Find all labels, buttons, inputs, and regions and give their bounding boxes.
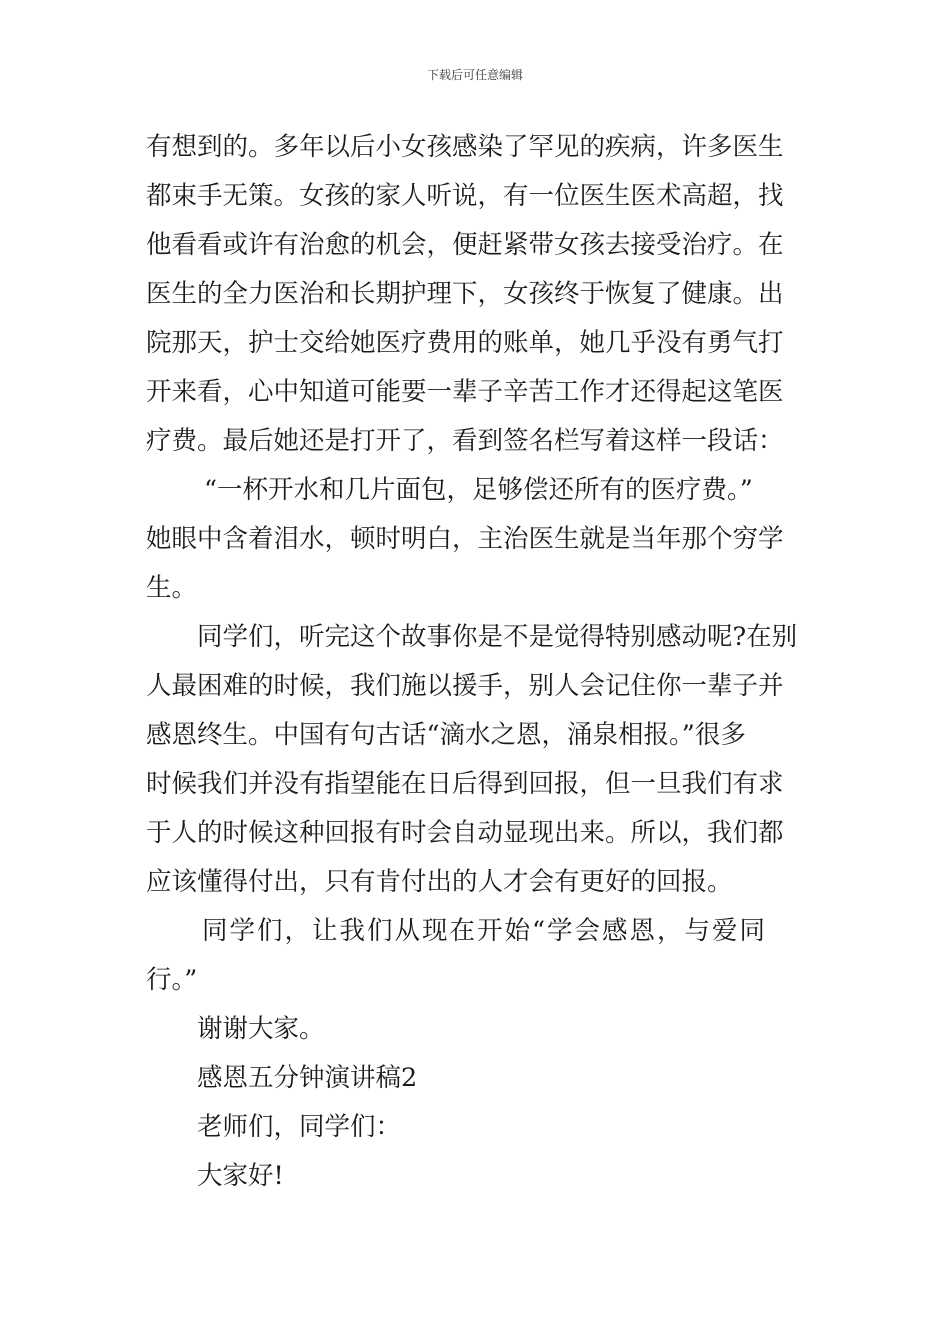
text-line: 开来看，心中知道可能要一辈子辛苦工作才还得起这笔医 [146, 377, 784, 407]
text-line: 行。” [146, 965, 198, 995]
text-line: 疗费。最后她还是打开了，看到签名栏写着这样一段话： [146, 426, 784, 456]
paragraph-story-continuation [146, 123, 808, 466]
text-line: 有想到的。多年以后小女孩感染了罕见的疾病，许多医生 [146, 132, 784, 162]
paragraph-reflection [146, 613, 808, 907]
page-header-note: 下载后可任意编辑 [426, 68, 523, 82]
paragraph-quote [146, 466, 808, 613]
text-line: 医生的全力医治和长期护理下，女孩终于恢复了健康。出 [146, 279, 784, 309]
text-line: 应该懂得付出，只有肯付出的人才会有更好的回报。 [146, 867, 733, 897]
text-line: 于人的时候这种回报有时会自动显现出来。所以，我们都 [146, 818, 784, 848]
paragraph-greeting [146, 1152, 808, 1201]
text-line: 时候我们并没有指望能在日后得到回报，但一旦我们有求 [146, 769, 784, 799]
paragraph-next-title [146, 1054, 808, 1103]
text-line: 同学们，让我们从现在开始“学会感恩，与爱同 [202, 916, 768, 946]
greeting-text: 大家好! [197, 1161, 284, 1191]
text-line: 人最困难的时候，我们施以援手，别人会记住你一辈子并 [146, 671, 784, 701]
salutation-text: 老师们，同学们： [197, 1112, 402, 1142]
text-line: 同学们，听完这个故事你是不是觉得特别感动呢?在别 [197, 622, 798, 652]
text-line: 他看看或许有治愈的机会，便赶紧带女孩去接受治疗。在 [146, 230, 784, 260]
text-line: 生。 [146, 573, 198, 603]
quote-line: “一杯开水和几片面包，足够偿还所有的医疗费。” [204, 475, 753, 505]
text-line: 感恩终生。中国有句古话“滴水之恩，涌泉相报。”很多 [146, 720, 746, 750]
document-body [146, 123, 808, 1201]
paragraph-call-to-action [146, 907, 808, 1005]
text-line: 她眼中含着泪水，顿时明白，主治医生就是当年那个穷学 [146, 524, 784, 554]
text-line: 院那天，护士交给她医疗费用的账单，她几乎没有勇气打 [146, 328, 784, 358]
section-title: 感恩五分钟演讲稿2 [197, 1063, 418, 1093]
paragraph-thanks [146, 1005, 808, 1054]
text-line: 都束手无策。女孩的家人听说，有一位医生医术高超，找 [146, 181, 784, 211]
paragraph-salutation [146, 1103, 808, 1152]
thanks-text: 谢谢大家。 [197, 1014, 325, 1044]
